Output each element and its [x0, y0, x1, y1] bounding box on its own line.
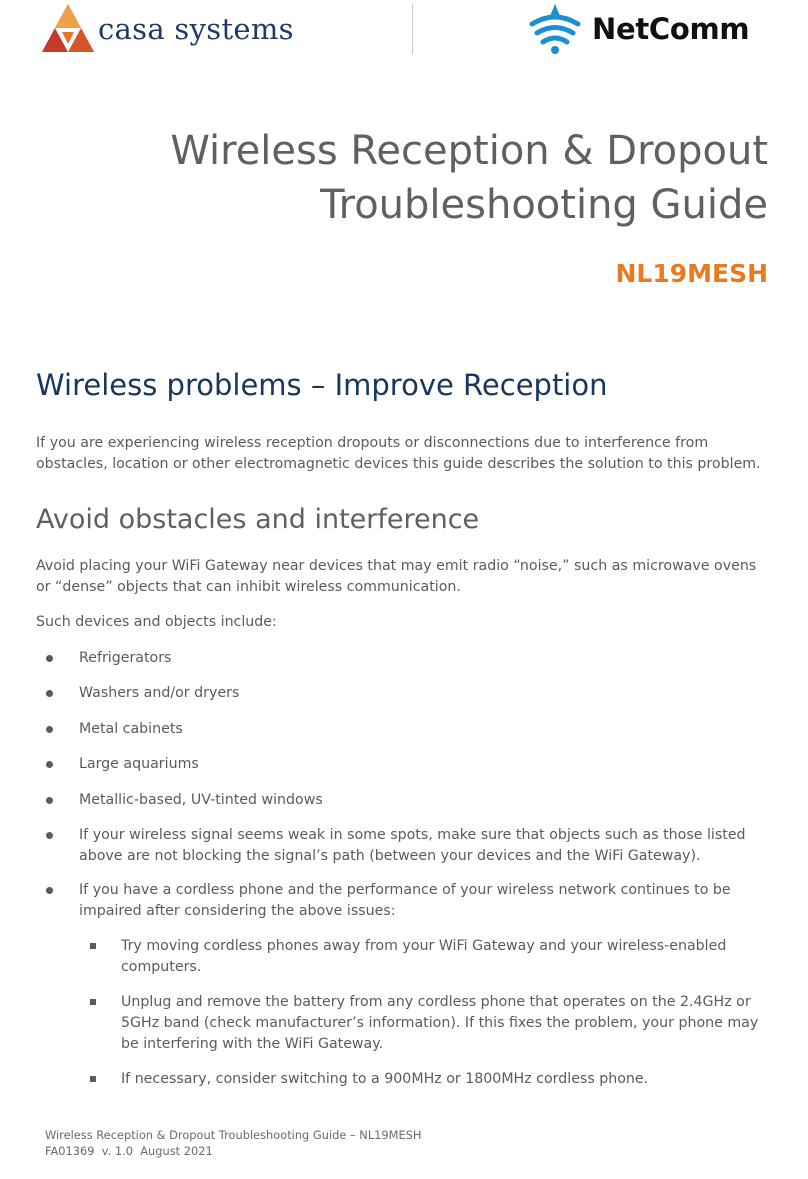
page-footer: [45, 1127, 421, 1159]
list-item-text: If your wireless signal seems weak in some spots, make sure that objects such as those listed above are not blocking the signal’s path (between your devices and the WiFi Gateway).: [79, 827, 746, 864]
footer-version-info: FA01369 v. 1.0 August 2021: [45, 1144, 213, 1158]
intro-paragraph: If you are experiencing wireless reception dropouts or disconnections due to interference from obstacles, location or other electromagnetic devices this guide describes the solution to this problem.: [36, 435, 761, 472]
bullet-icon: [46, 655, 53, 662]
model-number: NL19MESH: [615, 259, 768, 288]
netcomm-wifi-logo-icon: [524, 2, 586, 56]
netcomm-logo: [524, 2, 774, 56]
section-heading-avoid-obstacles: Avoid obstacles and interference: [36, 504, 480, 535]
list-item-text: Large aquariums: [79, 756, 199, 772]
title-line-2: Troubleshooting Guide: [320, 182, 768, 228]
casa-systems-wordmark: casa systems: [98, 12, 294, 46]
sub-list-item-text: Unplug and remove the battery from any cordless phone that operates on the 2.4GHz or 5GHz band (check manufacturer’s information). If this fixes the problem, your phone may be interfering with the WiFi Gateway.: [121, 994, 759, 1052]
list-item-text: Metal cabinets: [79, 721, 183, 737]
devices-intro-paragraph: Such devices and objects include:: [36, 614, 277, 630]
bullet-icon: [46, 887, 53, 894]
bullet-icon: [46, 726, 53, 733]
footer-document-title: Wireless Reception & Dropout Troubleshooting Guide – NL19MESH: [45, 1128, 422, 1142]
square-bullet-icon: [90, 999, 96, 1005]
bullet-icon: [46, 761, 53, 768]
square-bullet-icon: [90, 943, 96, 949]
list-item-text: Refrigerators: [79, 650, 172, 666]
netcomm-wordmark: NetComm: [592, 12, 750, 46]
casa-triangle-logo-icon: [40, 2, 96, 56]
title-line-1: Wireless Reception & Dropout: [170, 128, 768, 174]
bullet-icon: [46, 832, 53, 839]
bullet-icon: [46, 690, 53, 697]
sub-list-item-text: Try moving cordless phones away from your WiFi Gateway and your wireless-enabled computers.: [121, 938, 727, 975]
bullet-icon: [46, 797, 53, 804]
header-divider: [412, 4, 413, 54]
square-bullet-icon: [90, 1076, 96, 1082]
document-title: [128, 124, 768, 232]
sub-list-item-text: If necessary, consider switching to a 900MHz or 1800MHz cordless phone.: [121, 1071, 649, 1087]
list-item-text: Metallic-based, UV-tinted windows: [79, 792, 323, 808]
section-heading-improve-reception: Wireless problems – Improve Reception: [36, 368, 608, 402]
list-item-text: If you have a cordless phone and the performance of your wireless network continues to be impaired after considering the above issues:: [79, 882, 731, 919]
list-item-text: Washers and/or dryers: [79, 685, 240, 701]
avoid-paragraph: Avoid placing your WiFi Gateway near devices that may emit radio “noise,” such as microwave ovens or “dense” objects that can inhibit wireless communication.: [36, 558, 757, 595]
casa-systems-logo: [40, 2, 310, 56]
